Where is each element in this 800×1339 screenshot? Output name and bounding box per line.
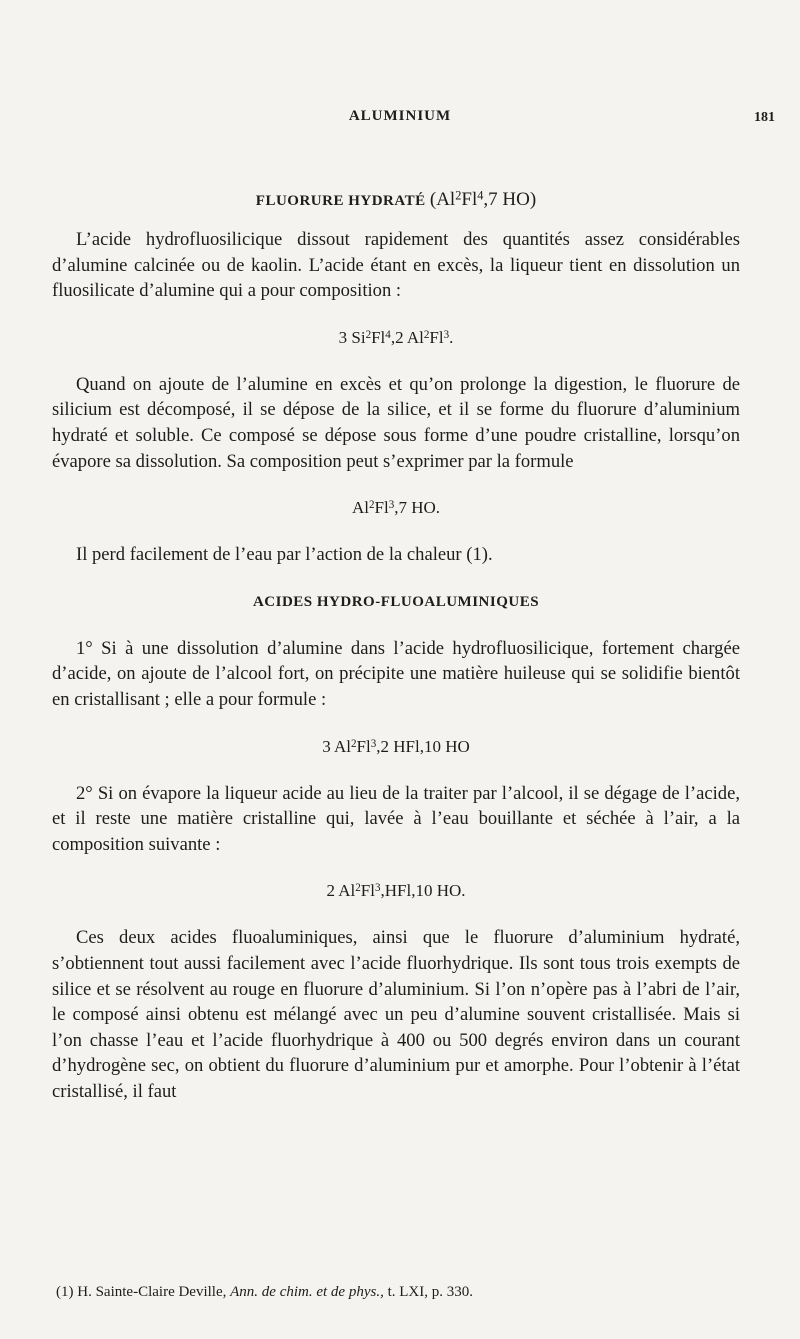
- paragraph: Il perd facilement de l’eau par l’action de la chaleur (1).: [76, 544, 493, 566]
- paragraph: Ces deux acides fluoaluminiques, ainsi que le fluorure d’aluminium hydraté, s’obtiennent tout aussi facilement avec l’acide fluorhydrique. Ils sont tous trois exempts de silice et se résolvent au rouge en fluorure d’aluminium. Si l’on n’opère pas à l’abri de l’air, le composé ainsi obtenu est mélangé avec un peu d’alumine souvent cristallisée. Mais si l’on chasse l’eau et l’acide fluorhydrique à 400 ou 500 degrés environ dans un courant d’hydrogène sec, on obtient du fluorure d’aluminium pur et amorphe. Pour l’obtenir à l’état cristallisé, il faut: [52, 927, 740, 1102]
- page-number: 181: [754, 110, 775, 125]
- footnote-reference: t. LXI, p. 330.: [387, 1284, 474, 1300]
- paragraph: 1° Si à une dissolution d’alumine dans l’acide hydrofluosilicique, fortement chargée d’acide, on ajoute de l’alcool fort, on précipite une matière huileuse qui se solidifie bientôt en cristallisant ; elle a pour formule :: [52, 637, 740, 710]
- chemical-formula: 2 Al$^2$Fl$^3$,HFl,10 HO.: [326, 881, 466, 901]
- footnote: [56, 1282, 746, 1302]
- chemical-formula: Al$^2$Fl$^3$,7 HO.: [351, 498, 441, 518]
- footnote-marker: (1): [56, 1284, 74, 1300]
- paragraph: 2° Si on évapore la liqueur acide au lieu de la traiter par l’alcool, il se dégage de l’acide, et il reste une matière cristalline qui, lavée à l’eau bouillante et séchée à l’air, a la composition suivante :: [52, 782, 740, 855]
- paragraph: Quand on ajoute de l’alumine en excès et qu’on prolonge la digestion, le fluorure de silicium est décomposé, il se dépose de la silice, et il se forme du fluorure d’aluminium hydraté et soluble. Ce composé se dépose sous forme d’une poudre cristalline, lorsqu’on évapore sa dissolution. Sa composition peut s’exprimer par la formule: [52, 373, 740, 472]
- running-title: ALUMINIUM: [348, 108, 452, 124]
- section-title-formula: (Al$^2$Fl$^4$,7 HO): [429, 188, 537, 210]
- footnote-journal: Ann. de chim. et de phys.,: [230, 1284, 384, 1300]
- footnote-author: H. Sainte-Claire Deville,: [77, 1284, 227, 1300]
- chemical-formula: 3 Si$^2$Fl$^4$,2 Al$^2$Fl$^3$.: [338, 327, 454, 347]
- chemical-formula: 3 Al$^2$Fl$^3$,2 HFl,10 HO: [322, 736, 470, 756]
- section-title-fluorure-hydrate: [52, 188, 740, 213]
- paragraph: L’acide hydrofluosilicique dissout rapidement des quantités assez considérables d’alumine calcinée ou de kaolin. L’acide étant en excès, la liqueur tient en dissolution un fluosilicate d’alumine qui a pour composition :: [52, 229, 740, 302]
- page-body: [52, 188, 740, 1104]
- section-title-acides: ACIDES HYDRO-FLUOALUMINIQUES: [252, 593, 540, 610]
- section-title-text: FLUORURE HYDRATÉ: [255, 193, 426, 209]
